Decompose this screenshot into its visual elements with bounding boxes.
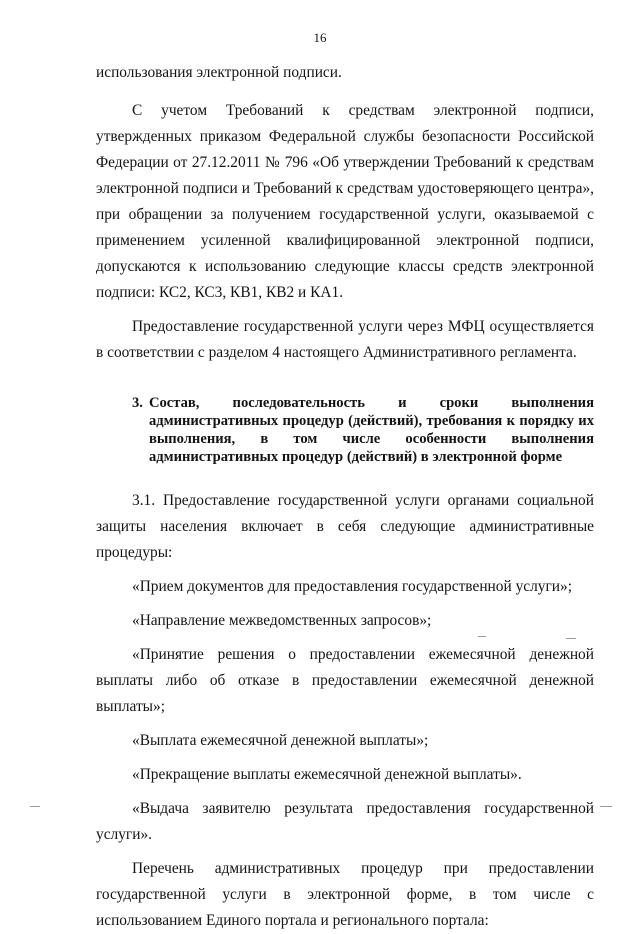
procedure-item: «Выдача заявителю результата предоставления государственной услуги».	[96, 800, 594, 843]
page-number: 16	[313, 30, 327, 45]
paragraph-3-1: 3.1. Предоставление государственной услуги органами социальной защиты населения включает в себя следующие административные процедуры:	[96, 492, 594, 561]
paragraph-electronic-procedures: Перечень административных процедур при предоставлении государственной услуги в электронной форме, в том числе с использованием Единого портала и регионального портала:	[96, 860, 594, 929]
paragraph-continuation: использования электронной подписи.	[96, 64, 342, 81]
scan-mark	[30, 806, 40, 807]
scan-mark	[566, 638, 576, 639]
document-body	[96, 60, 594, 934]
procedure-item: «Прекращение выплаты ежемесячной денежной выплаты».	[132, 766, 522, 783]
scan-mark	[600, 806, 612, 807]
procedure-item: «Выплата ежемесячной денежной выплаты»;	[132, 732, 429, 749]
procedure-item: «Направление межведомственных запросов»;	[132, 612, 432, 629]
section-title: Состав, последовательность и сроки выполнения административных процедур (действий), требования к порядку их выполнения, в том числе особенности выполнения административных процедур (действий) в электронной форме	[148, 395, 594, 465]
procedure-item: «Прием документов для предоставления государственной услуги»;	[132, 578, 572, 595]
section-number: 3.	[132, 395, 143, 411]
paragraph-mfc: Предоставление государственной услуги через МФЦ осуществляется в соответствии с разделом 4 настоящего Административного регламента.	[96, 318, 594, 361]
section-heading	[132, 394, 594, 466]
paragraph-signature-requirements: С учетом Требований к средствам электронной подписи, утвержденных приказом Федеральной службы безопасности Российской Федерации от 27.12.2011 № 796 «Об утверждении Требований к средствам электронной подписи и Требований к средствам удостоверяющего центра», при обращении за получением государственной услуги, оказываемой с применением усиленной квалифицированной электронной подписи, допускаются к использованию следующие классы средств электронной подписи: КС2, КС3, КВ1, КВ2 и КА1.	[96, 102, 594, 301]
procedure-item: «Принятие решения о предоставлении ежемесячной денежной выплаты либо об отказе в предоставлении ежемесячной денежной выплаты»;	[96, 646, 594, 715]
scan-mark	[478, 636, 486, 637]
